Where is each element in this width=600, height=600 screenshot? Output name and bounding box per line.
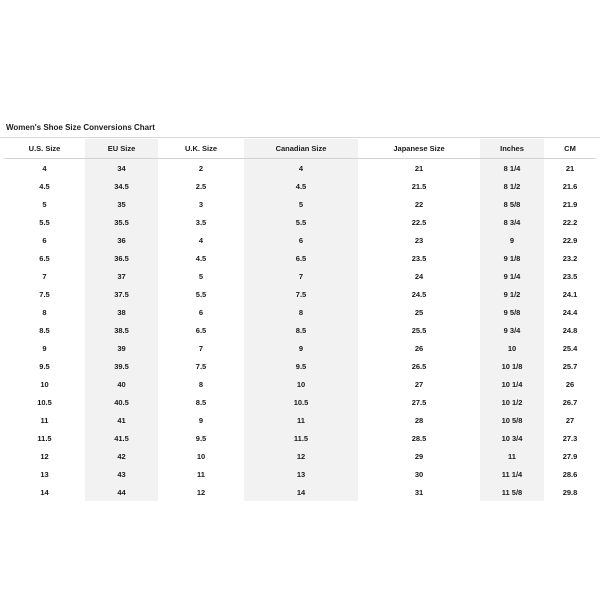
cell-eu-size: 40 [117,379,126,389]
cell-inches: 11 5/8 [501,487,523,497]
title-divider [0,137,600,138]
cell-us-size: 8 [42,307,47,317]
cell-eu-size: 39 [117,343,126,353]
cell-uk-size: 11 [197,469,205,479]
cell-japanese-size: 22 [414,199,424,209]
column-header-inches: Inches [480,139,544,159]
cell-uk-size: 2.5 [195,181,207,191]
cell-japanese-size: 28 [414,415,424,425]
cell-japanese-size: 23 [414,235,424,245]
cell-us-size: 8.5 [39,325,50,335]
cell-canadian-size: 6 [298,235,304,245]
cell-uk-size: 5 [198,271,204,281]
cell-cm: 24.8 [562,325,578,335]
cell-uk-size: 12 [196,487,206,497]
table-row [4,321,596,339]
cell-cm: 27 [565,415,575,425]
cell-us-size: 4.5 [39,181,50,191]
cell-us-size: 6.5 [39,253,50,263]
cell-canadian-size: 5.5 [295,217,307,227]
table-row [4,429,596,447]
cell-uk-size: 9.5 [195,433,207,443]
cell-cm: 23.2 [562,253,578,263]
cell-canadian-size: 4.5 [295,181,307,191]
cell-inches: 10 3/4 [501,433,523,443]
page-title: Women's Shoe Size Conversions Chart [6,123,155,132]
cell-japanese-size: 22.5 [411,217,427,227]
cell-us-size: 11 [40,415,49,425]
cell-inches: 9 3/4 [503,325,521,335]
cell-inches: 9 [509,235,515,245]
cell-japanese-size: 26 [414,343,424,353]
column-header-canadian-size: Canadian Size [244,139,358,159]
cell-cm: 24.4 [562,307,578,317]
cell-us-size: 9 [42,343,47,353]
cell-uk-size: 10 [196,451,206,461]
cell-inches: 9 1/8 [503,253,521,263]
cell-uk-size: 9 [198,415,204,425]
cell-inches: 10 1/4 [501,379,523,389]
cell-cm: 26 [565,379,575,389]
cell-cm: 21.9 [562,199,578,209]
cell-eu-size: 44 [117,487,126,497]
cell-japanese-size: 30 [414,469,424,479]
cell-eu-size: 38 [117,307,126,317]
cell-canadian-size: 12 [296,451,306,461]
table-row [4,339,596,357]
cell-us-size: 5.5 [39,217,50,227]
cell-japanese-size: 24.5 [411,289,427,299]
cell-us-size: 4 [42,163,47,173]
cell-japanese-size: 31 [414,487,424,497]
cell-uk-size: 4 [198,235,204,245]
cell-inches: 10 1/8 [501,361,523,371]
cell-cm: 26.7 [562,397,578,407]
cell-uk-size: 6 [198,307,204,317]
table-row [4,411,596,429]
cell-cm: 25.4 [562,343,578,353]
cell-us-size: 5 [42,199,47,209]
cell-uk-size: 7 [198,343,204,353]
cell-us-size: 10 [40,379,49,389]
cell-eu-size: 36 [117,235,126,245]
cell-cm: 24.1 [562,289,578,299]
table-row [4,357,596,375]
cell-us-size: 7.5 [39,289,50,299]
cell-inches: 9 1/4 [503,271,521,281]
table-header-row [4,139,596,159]
cell-cm: 28.6 [562,469,578,479]
cell-eu-size: 41 [117,415,126,425]
cell-japanese-size: 27 [414,379,424,389]
column-header-uk-size: U.K. Size [158,139,244,159]
cell-us-size: 9.5 [39,361,50,371]
cell-canadian-size: 11 [297,415,305,425]
cell-us-size: 13 [40,469,49,479]
cell-inches: 9 5/8 [503,307,521,317]
cell-eu-size: 35.5 [114,217,129,227]
cell-us-size: 7 [42,271,47,281]
cell-canadian-size: 11.5 [293,433,309,443]
cell-japanese-size: 24 [414,271,424,281]
table-row [4,267,596,285]
cell-japanese-size: 21 [414,163,424,173]
column-header-us-size: U.S. Size [4,139,85,159]
table-row [4,483,596,501]
cell-eu-size: 35 [117,199,126,209]
cell-uk-size: 8 [198,379,204,389]
cell-canadian-size: 13 [296,469,306,479]
table-row [4,393,596,411]
cell-inches: 8 1/2 [503,181,521,191]
cell-uk-size: 7.5 [195,361,207,371]
cell-canadian-size: 14 [296,487,306,497]
cell-canadian-size: 9.5 [295,361,307,371]
table-row [4,303,596,321]
table-row [4,447,596,465]
cell-cm: 25.7 [562,361,578,371]
cell-cm: 22.9 [562,235,578,245]
cell-cm: 23.5 [562,271,578,281]
column-header-cm: CM [544,139,596,159]
cell-inches: 8 3/4 [503,217,521,227]
cell-canadian-size: 9 [298,343,304,353]
cell-canadian-size: 6.5 [295,253,307,263]
table-row [4,285,596,303]
cell-eu-size: 39.5 [114,361,129,371]
cell-inches: 8 5/8 [503,199,521,209]
cell-cm: 22.2 [562,217,578,227]
table-row [4,177,596,195]
cell-japanese-size: 27.5 [411,397,427,407]
cell-us-size: 10.5 [37,397,52,407]
cell-us-size: 11.5 [37,433,52,443]
cell-canadian-size: 8 [298,307,304,317]
cell-eu-size: 41.5 [114,433,129,443]
table-row [4,375,596,393]
cell-canadian-size: 5 [298,199,304,209]
cell-inches: 11 [508,451,516,461]
cell-japanese-size: 23.5 [411,253,427,263]
cell-canadian-size: 7 [298,271,304,281]
column-header-eu-size: EU Size [85,139,158,159]
cell-inches: 8 1/4 [503,163,521,173]
cell-us-size: 12 [40,451,49,461]
cell-cm: 29.8 [562,487,578,497]
cell-eu-size: 37 [117,271,126,281]
table-row [4,159,596,178]
cell-inches: 10 1/2 [501,397,523,407]
cell-eu-size: 43 [117,469,126,479]
cell-uk-size: 6.5 [195,325,207,335]
cell-canadian-size: 10.5 [293,397,309,407]
cell-uk-size: 4.5 [195,253,207,263]
table-row [4,249,596,267]
cell-japanese-size: 26.5 [411,361,427,371]
table-row [4,213,596,231]
cell-japanese-size: 25 [414,307,424,317]
cell-japanese-size: 29 [414,451,424,461]
cell-eu-size: 42 [117,451,126,461]
cell-uk-size: 3 [198,199,204,209]
size-conversion-table [4,139,596,501]
cell-inches: 10 5/8 [501,415,523,425]
cell-canadian-size: 4 [298,163,304,173]
cell-us-size: 6 [42,235,47,245]
cell-canadian-size: 10 [296,379,306,389]
cell-eu-size: 36.5 [114,253,129,263]
cell-cm: 21 [565,163,575,173]
cell-uk-size: 2 [198,163,204,173]
table-row [4,195,596,213]
cell-cm: 21.6 [562,181,578,191]
column-header-japanese-size: Japanese Size [358,139,480,159]
cell-cm: 27.3 [562,433,578,443]
cell-cm: 27.9 [562,451,578,461]
cell-inches: 11 1/4 [501,469,523,479]
cell-eu-size: 40.5 [114,397,129,407]
cell-uk-size: 3.5 [195,217,207,227]
cell-inches: 9 1/2 [503,289,521,299]
cell-eu-size: 38.5 [114,325,129,335]
cell-canadian-size: 8.5 [295,325,307,335]
table-row [4,465,596,483]
cell-eu-size: 34 [117,163,126,173]
cell-uk-size: 8.5 [195,397,207,407]
cell-inches: 10 [507,343,517,353]
cell-us-size: 14 [40,487,49,497]
cell-japanese-size: 28.5 [411,433,427,443]
cell-uk-size: 5.5 [195,289,207,299]
cell-japanese-size: 21.5 [411,181,427,191]
table-row [4,231,596,249]
cell-canadian-size: 7.5 [295,289,307,299]
cell-eu-size: 34.5 [114,181,129,191]
cell-eu-size: 37.5 [114,289,129,299]
cell-japanese-size: 25.5 [411,325,427,335]
